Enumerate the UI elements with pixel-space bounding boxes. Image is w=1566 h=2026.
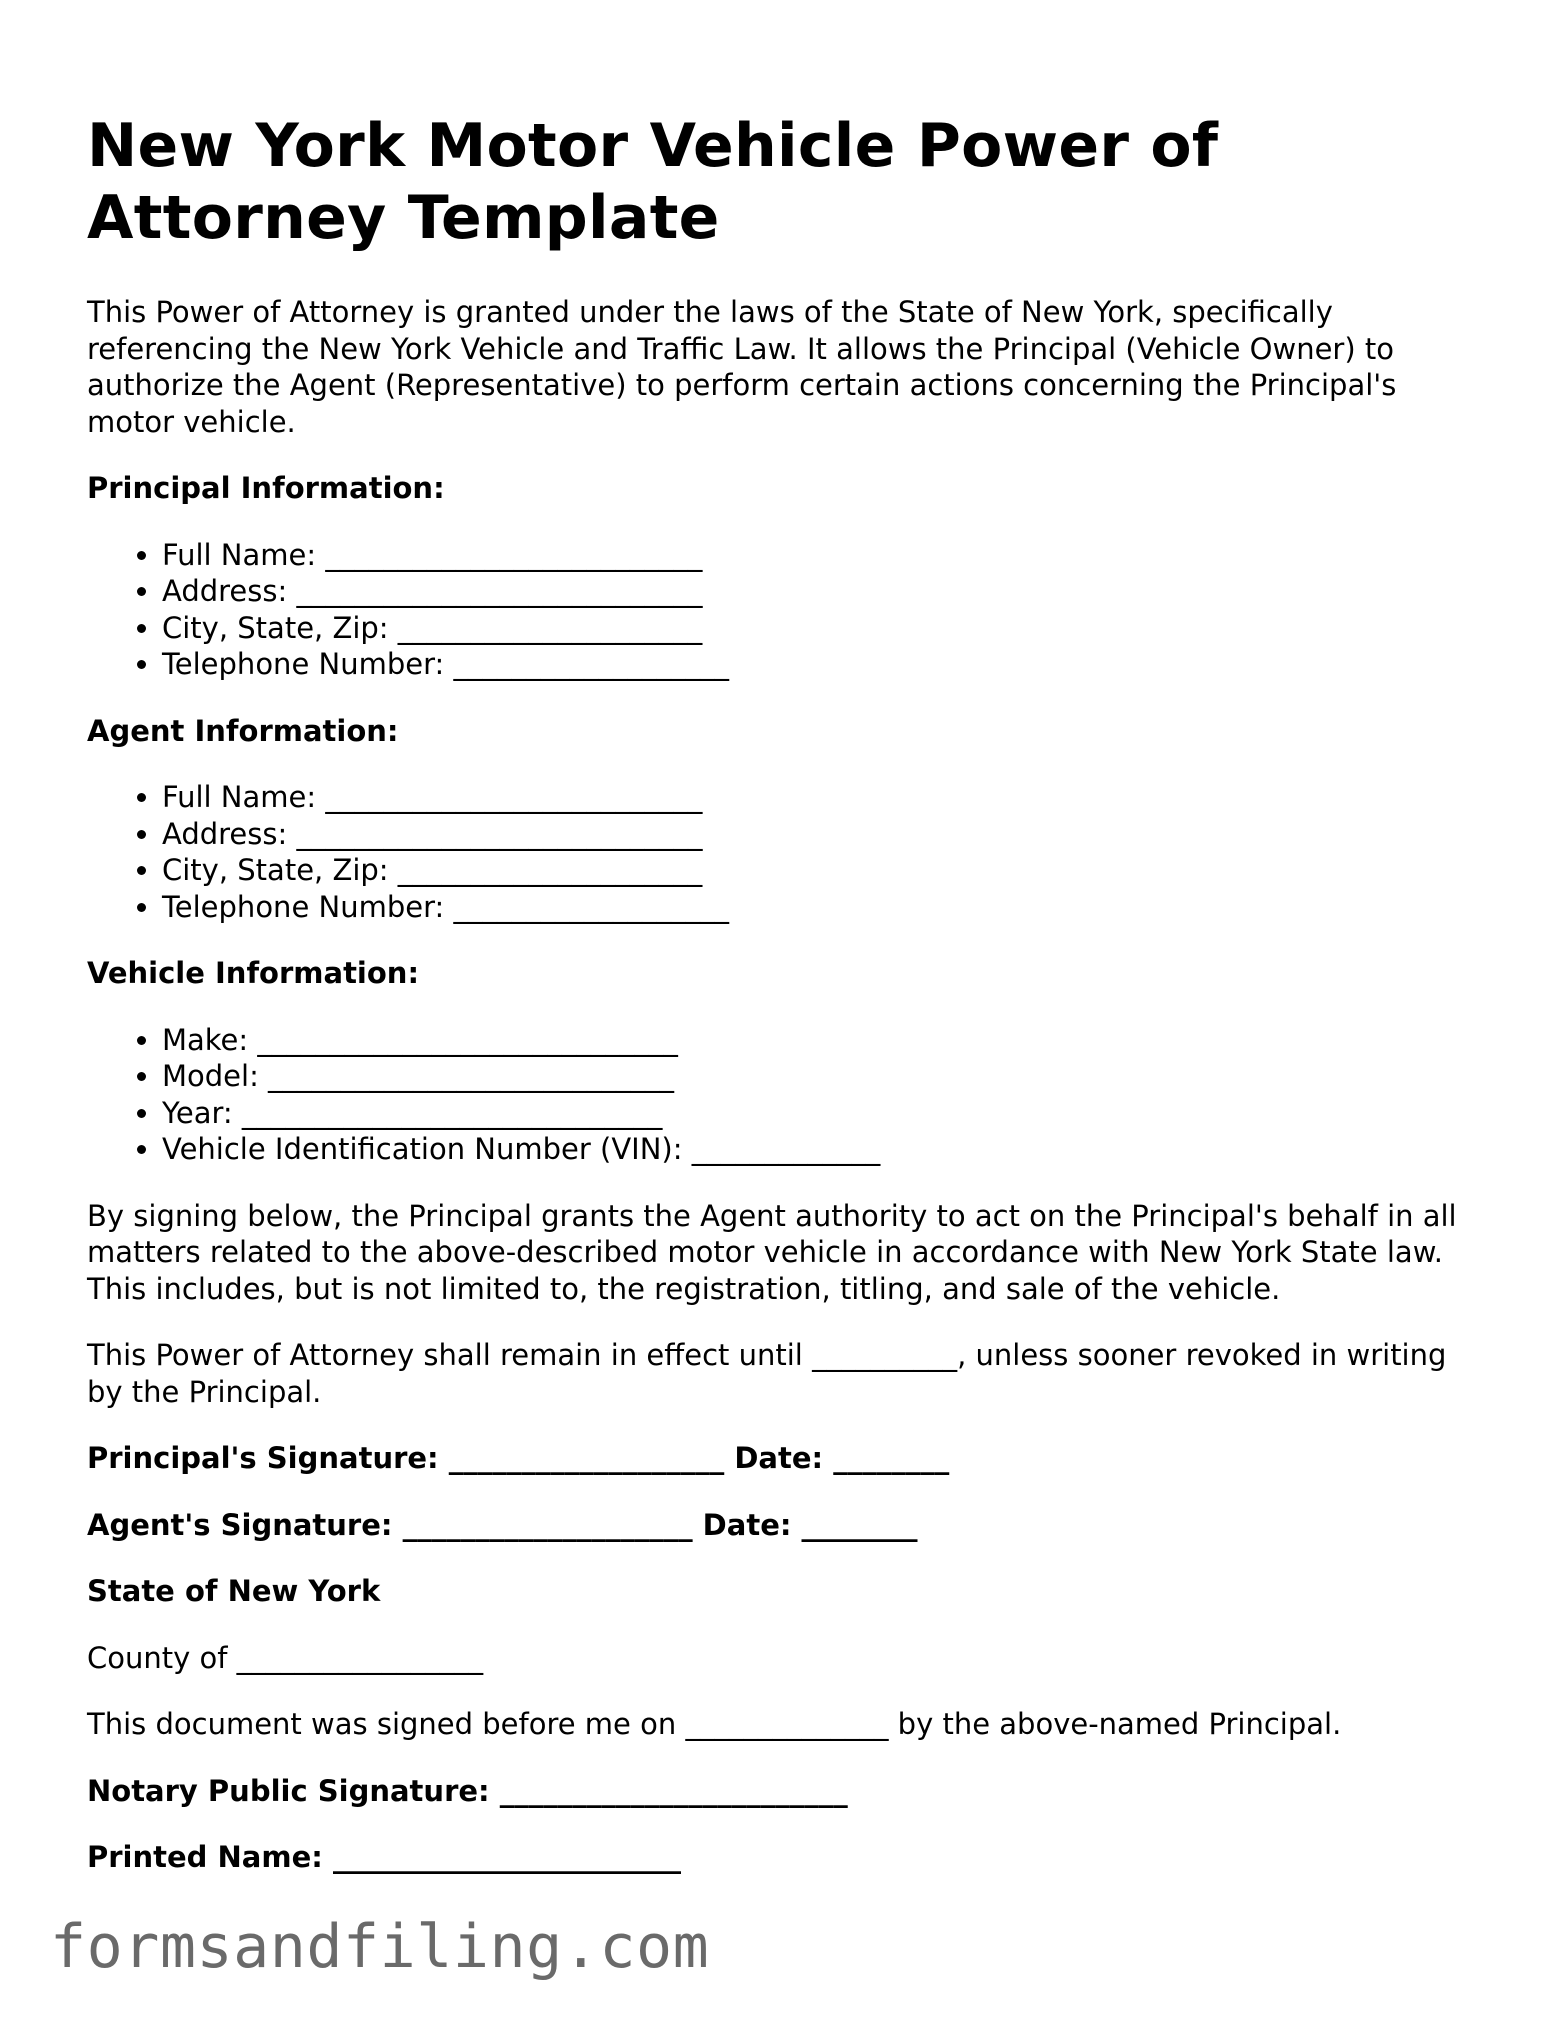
agent-info-list — [87, 779, 1487, 925]
intro-paragraph: This Power of Attorney is granted under the laws of the State of New York, specifically referencing the New York Vehicle and Traffic Law. It allows the Principal (Vehicle Owner) to authorize the Agent (Representative) to perform certain actions concerning the Principal's motor vehicle. — [87, 295, 1397, 439]
vehicle-vin-field: • Vehicle Identification Number (VIN): _____________ — [162, 1131, 1487, 1168]
agent-signature-line: Agent's Signature: ____________________ Date: ________ — [87, 1507, 918, 1542]
vehicle-info-heading: Vehicle Information: — [87, 956, 420, 990]
signed-before-line: This document was signed before me on ______________ by the above-named Principal. — [87, 1707, 1342, 1741]
principal-full-name-field: • Full Name: __________________________ — [162, 537, 1487, 574]
principal-info-heading: Principal Information: — [87, 471, 445, 505]
agent-telephone-field: • Telephone Number: ___________________ — [162, 889, 1487, 926]
notary-signature-line: Notary Public Signature: ________________________ — [87, 1773, 848, 1808]
principal-signature-line: Principal's Signature: ___________________ Date: ________ — [87, 1441, 950, 1475]
effect-paragraph: This Power of Attorney shall remain in effect until __________, unless sooner revoked in writing by the Principal. — [87, 1338, 1447, 1409]
agent-info-heading: Agent Information: — [87, 713, 399, 748]
watermark: formsandfiling.com — [50, 1912, 710, 1982]
vehicle-make-field: • Make: _____________________________ — [162, 1022, 1487, 1059]
vehicle-info-list — [87, 1022, 1487, 1168]
vehicle-model-field: • Model: ____________________________ — [162, 1058, 1487, 1095]
county-line: County of _________________ — [87, 1640, 484, 1675]
principal-info-list — [87, 537, 1487, 683]
agent-full-name-field: • Full Name: __________________________ — [162, 779, 1487, 816]
principal-address-field: • Address: ____________________________ — [162, 573, 1487, 610]
document-page — [87, 0, 1487, 1876]
principal-telephone-field: • Telephone Number: ___________________ — [162, 646, 1487, 683]
vehicle-year-field: • Year: _____________________________ — [162, 1095, 1487, 1132]
agent-address-field: • Address: ____________________________ — [162, 816, 1487, 853]
page-title: New York Motor Vehicle Power of Attorney Template — [87, 111, 1219, 253]
state-heading: State of New York — [87, 1574, 381, 1608]
principal-city-state-zip-field: • City, State, Zip: _____________________ — [162, 610, 1487, 647]
authority-paragraph: By signing below, the Principal grants the Agent authority to act on the Principal's behalf in all matters related to the above-described motor vehicle in accordance with New York State law. This includes, but is not limited to, the registration, titling, and sale of the vehicle. — [87, 1198, 1457, 1306]
agent-city-state-zip-field: • City, State, Zip: _____________________ — [162, 852, 1487, 889]
printed-name-line: Printed Name: ________________________ — [87, 1840, 681, 1874]
